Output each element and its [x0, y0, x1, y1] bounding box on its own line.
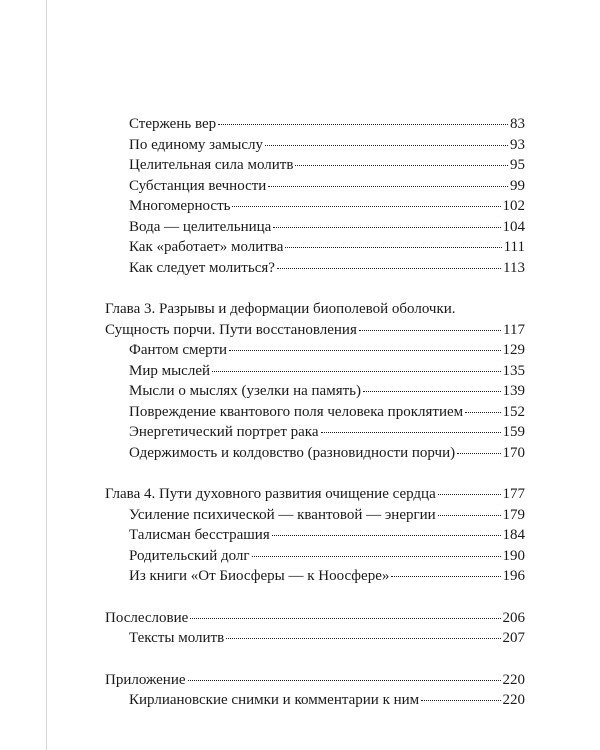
toc-entry-label: По единому замыслу	[129, 136, 263, 153]
table-of-contents	[105, 114, 525, 711]
toc-entry-page: 135	[502, 362, 525, 379]
toc-entry-page: 83	[510, 116, 525, 132]
dot-leader	[218, 124, 508, 125]
toc-entry[interactable]	[105, 176, 525, 197]
section-gap	[105, 649, 525, 670]
toc-entry-page: 111	[503, 239, 525, 255]
toc-entry-page: 220	[502, 692, 525, 708]
toc-entry-page: 139	[502, 383, 525, 399]
toc-entry-page: 102	[502, 198, 525, 214]
toc-entry-page: 207	[502, 630, 525, 646]
toc-entry-label: Одержимость и колдовство (разновидности порчи)	[129, 444, 456, 461]
toc-entry[interactable]	[105, 361, 525, 382]
toc-entry[interactable]	[105, 525, 525, 546]
toc-entry-page: 184	[502, 527, 525, 543]
toc-entry-page: 152	[502, 403, 525, 420]
dot-leader	[268, 186, 508, 187]
dot-leader	[265, 145, 508, 146]
dot-leader	[295, 165, 508, 166]
dot-leader	[285, 247, 501, 248]
toc-entry[interactable]	[105, 628, 525, 649]
toc-entry-label: Послесловие	[105, 609, 189, 626]
toc-entry-label: Из книги «От Биосферы — к Ноосфере»	[129, 568, 390, 584]
toc-entry-page: 113	[503, 259, 525, 276]
dot-leader	[438, 494, 501, 495]
toc-entry[interactable]	[105, 443, 525, 464]
afterword-entry[interactable]	[105, 608, 525, 629]
toc-entry-label: Целительная сила молитв	[129, 157, 294, 173]
toc-entry-page: 179	[502, 506, 525, 523]
toc-entry[interactable]	[105, 566, 525, 587]
toc-entry-label: Родительский долг	[129, 547, 250, 564]
toc-entry-page: 129	[502, 342, 525, 358]
toc-entry-page: 190	[502, 547, 525, 564]
dot-leader	[252, 556, 501, 557]
toc-entry-label: Мысли о мыслях (узелки на память)	[129, 383, 361, 399]
toc-entry-page: 104	[502, 218, 525, 235]
toc-entry[interactable]	[105, 196, 525, 217]
dot-leader	[359, 330, 501, 331]
toc-entry-label: Энергетический портрет рака	[129, 424, 319, 440]
appendix-entry[interactable]	[105, 670, 525, 691]
section-gap	[105, 278, 525, 299]
toc-entry[interactable]	[105, 217, 525, 238]
dot-leader	[188, 680, 501, 681]
toc-entry-label: Глава 4. Пути духовного развития очищение сердца	[105, 486, 436, 502]
toc-entry[interactable]	[105, 237, 525, 258]
toc-entry-page: 170	[502, 444, 525, 461]
toc-entry[interactable]	[105, 135, 525, 156]
toc-entry-label: Усиление психической — квантовой — энергии	[129, 506, 436, 523]
toc-entry[interactable]	[105, 505, 525, 526]
toc-entry-label: Субстанция вечности	[129, 177, 267, 194]
dot-leader	[438, 515, 501, 516]
page-edge-line	[46, 0, 47, 750]
dot-leader	[226, 638, 500, 639]
dot-leader	[421, 700, 500, 701]
toc-entry-page: 177	[502, 486, 525, 502]
toc-entry[interactable]	[105, 422, 525, 443]
dot-leader	[465, 412, 500, 413]
dot-leader	[229, 350, 500, 351]
toc-entry-page: 99	[510, 177, 525, 194]
toc-entry-label: Сущность порчи. Пути восстановления	[105, 321, 357, 338]
dot-leader	[212, 371, 500, 372]
chapter-3-entry[interactable]	[105, 320, 525, 341]
toc-entry-page: 159	[502, 424, 525, 440]
dot-leader	[363, 391, 501, 392]
section-gap	[105, 463, 525, 484]
toc-entry-page: 196	[502, 568, 525, 584]
dot-leader	[391, 576, 500, 577]
toc-entry-page: 93	[510, 136, 525, 153]
dot-leader	[190, 618, 500, 619]
dot-leader	[457, 453, 500, 454]
toc-entry-label: Тексты молитв	[129, 630, 225, 646]
toc-entry-label: Мир мыслей	[129, 362, 211, 379]
toc-entry-label: Многомерность	[129, 198, 231, 214]
dot-leader	[272, 535, 501, 536]
toc-entry-label: Вода — целительница	[129, 218, 272, 235]
dot-leader	[321, 432, 501, 433]
toc-entry-label: Приложение	[105, 671, 186, 688]
toc-entry[interactable]	[105, 690, 525, 711]
dot-leader	[277, 268, 501, 269]
toc-entry[interactable]	[105, 155, 525, 176]
toc-entry-label: Повреждение квантового поля человека проклятием	[129, 403, 464, 420]
toc-entry-label: Как следует молиться?	[129, 259, 275, 276]
toc-entry-page: 117	[503, 321, 525, 338]
toc-entry[interactable]	[105, 381, 525, 402]
toc-entry-page: 95	[510, 157, 525, 173]
dot-leader	[232, 206, 500, 207]
toc-entry[interactable]	[105, 340, 525, 361]
toc-entry[interactable]	[105, 546, 525, 567]
toc-entry[interactable]	[105, 114, 525, 135]
toc-entry[interactable]	[105, 402, 525, 423]
chapter-4-entry[interactable]	[105, 484, 525, 505]
toc-entry-label: Как «работает» молитва	[129, 239, 284, 255]
toc-entry[interactable]	[105, 258, 525, 279]
dot-leader	[273, 227, 500, 228]
toc-entry-page: 220	[502, 671, 525, 688]
toc-entry-label: Стержень вер	[129, 116, 217, 132]
section-gap	[105, 587, 525, 608]
toc-entry-label: Кирлиановские снимки и комментарии к ним	[129, 692, 420, 708]
toc-entry-page: 206	[502, 609, 525, 626]
toc-entry-label: Фантом смерти	[129, 342, 228, 358]
toc-entry-label: Талисман бесстрашия	[129, 527, 270, 543]
chapter-3-title[interactable]: Глава 3. Разрывы и деформации биополевой оболочки.	[105, 301, 456, 317]
